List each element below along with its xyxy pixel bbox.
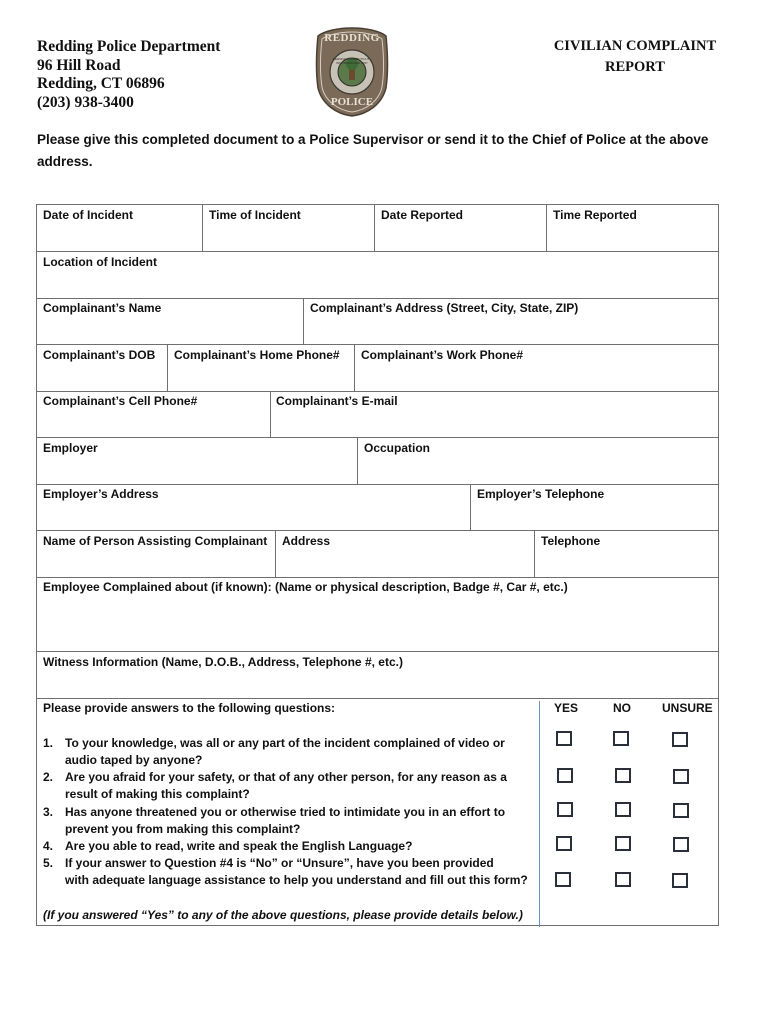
col-divider — [357, 437, 358, 484]
row-divider — [37, 391, 718, 392]
row-divider — [37, 437, 718, 438]
row-divider — [37, 251, 718, 252]
question-text: Are you able to read, write and speak the English Language? — [65, 839, 413, 853]
question-text: To your knowledge, was all or any part of the incident complained of video or — [65, 736, 505, 750]
assisting-address-field[interactable]: Address — [282, 534, 331, 548]
complainant-cell-phone-field[interactable]: Complainant’s Cell Phone# — [43, 394, 198, 408]
complainant-work-phone-field[interactable]: Complainant’s Work Phone# — [361, 348, 524, 362]
column-header-yes: YES — [554, 701, 579, 715]
question-4 — [43, 838, 412, 855]
assisting-person-name-field[interactable]: Name of Person Assisting Complainant — [43, 534, 268, 548]
complainant-address-field[interactable]: Complainant’s Address (Street, City, State, ZIP) — [310, 301, 579, 315]
badge-top-text: REDDING — [324, 32, 380, 44]
department-phone: (203) 938-3400 — [37, 93, 134, 111]
question-text: If your answer to Question #4 is “No” or “Unsure”, have you been provided — [65, 856, 494, 870]
complainant-name-field[interactable]: Complainant’s Name — [43, 301, 162, 315]
report-title-line2: REPORT — [605, 59, 665, 75]
question-text-cont: result of making this complaint? — [65, 787, 250, 801]
question-number: 4. — [43, 839, 54, 853]
question-text-cont: audio taped by anyone? — [65, 753, 203, 767]
question-1 — [43, 735, 505, 769]
q3-no-checkbox[interactable] — [615, 802, 631, 817]
date-reported-field[interactable]: Date Reported — [381, 208, 464, 222]
complaint-form — [36, 204, 719, 926]
complainant-email-field[interactable]: Complainant’s E-mail — [276, 394, 398, 408]
col-divider — [546, 205, 547, 251]
q4-yes-checkbox[interactable] — [556, 836, 572, 851]
instructions-text: Please give this completed document to a Police Supervisor or send it to the Chief of Police at the above address. — [37, 132, 709, 169]
answer-column-divider — [539, 701, 540, 927]
occupation-field[interactable]: Occupation — [364, 441, 431, 455]
col-divider — [275, 530, 276, 577]
date-of-incident-field[interactable]: Date of Incident — [43, 208, 134, 222]
question-5 — [43, 855, 528, 889]
col-divider — [534, 530, 535, 577]
col-divider — [354, 344, 355, 391]
location-of-incident-field[interactable]: Location of Incident — [43, 255, 157, 269]
col-divider — [270, 391, 271, 437]
row-divider — [37, 530, 718, 531]
q1-yes-checkbox[interactable] — [556, 731, 572, 746]
q4-no-checkbox[interactable] — [615, 836, 631, 851]
time-reported-field[interactable]: Time Reported — [553, 208, 637, 222]
q2-unsure-checkbox[interactable] — [673, 769, 689, 784]
question-number: 5. — [43, 856, 54, 870]
row-divider — [37, 651, 718, 652]
q5-yes-checkbox[interactable] — [555, 872, 571, 887]
question-text-cont: with adequate language assistance to help you understand and fill out this form? — [65, 873, 528, 887]
q5-no-checkbox[interactable] — [615, 872, 631, 887]
row-divider — [37, 577, 718, 578]
question-text-cont: prevent you from making this complaint? — [65, 822, 301, 836]
employee-complained-about-field[interactable]: Employee Complained about (if known): (Name or physical description, Badge #, Car #, etc.) — [43, 580, 568, 594]
question-text: Has anyone threatened you or otherwise tried to intimidate you in an effort to — [65, 805, 506, 819]
question-number: 1. — [43, 736, 54, 750]
assisting-telephone-field[interactable]: Telephone — [541, 534, 601, 548]
employer-telephone-field[interactable]: Employer’s Telephone — [477, 487, 605, 501]
report-title — [540, 36, 730, 78]
witness-information-field[interactable]: Witness Information (Name, D.O.B., Address, Telephone #, etc.) — [43, 655, 403, 669]
column-header-no: NO — [613, 701, 631, 715]
question-2 — [43, 769, 507, 803]
questions-footnote: (If you answered “Yes” to any of the above questions, please provide details below.) — [43, 908, 523, 922]
badge-bottom-text: POLICE — [330, 96, 374, 108]
q2-no-checkbox[interactable] — [615, 768, 631, 783]
q3-unsure-checkbox[interactable] — [673, 803, 689, 818]
col-divider — [167, 344, 168, 391]
time-of-incident-field[interactable]: Time of Incident — [209, 208, 301, 222]
employer-field[interactable]: Employer — [43, 441, 98, 455]
report-title-line1: CIVILIAN COMPLAINT — [553, 38, 717, 54]
col-divider — [202, 205, 203, 251]
question-text: Are you afraid for your safety, or that of any other person, for any reason as a — [65, 770, 507, 784]
row-divider — [37, 484, 718, 485]
department-street: 96 Hill Road — [37, 56, 121, 74]
department-name: Redding Police Department — [37, 38, 221, 55]
row-divider — [37, 344, 718, 345]
q4-unsure-checkbox[interactable] — [673, 837, 689, 852]
complainant-dob-field[interactable]: Complainant’s DOB — [43, 348, 156, 362]
badge-ring-text: REDDING CONNECTICUT · INCORPORATED 1767 — [332, 57, 372, 65]
column-header-unsure: UNSURE — [662, 701, 713, 715]
question-number: 3. — [43, 805, 54, 819]
row-divider — [37, 698, 718, 699]
q1-no-checkbox[interactable] — [613, 731, 629, 746]
q3-yes-checkbox[interactable] — [557, 802, 573, 817]
employer-address-field[interactable]: Employer’s Address — [43, 487, 159, 501]
q2-yes-checkbox[interactable] — [557, 768, 573, 783]
question-3 — [43, 804, 505, 838]
questions-intro: Please provide answers to the following questions: — [43, 701, 336, 715]
col-divider — [470, 484, 471, 530]
department-city: Redding, CT 06896 — [37, 75, 165, 92]
q5-unsure-checkbox[interactable] — [672, 873, 688, 888]
question-number: 2. — [43, 770, 54, 784]
q1-unsure-checkbox[interactable] — [672, 732, 688, 747]
row-divider — [37, 298, 718, 299]
department-address — [37, 38, 220, 112]
col-divider — [374, 205, 375, 251]
col-divider — [303, 298, 304, 344]
complainant-home-phone-field[interactable]: Complainant’s Home Phone# — [174, 348, 340, 362]
